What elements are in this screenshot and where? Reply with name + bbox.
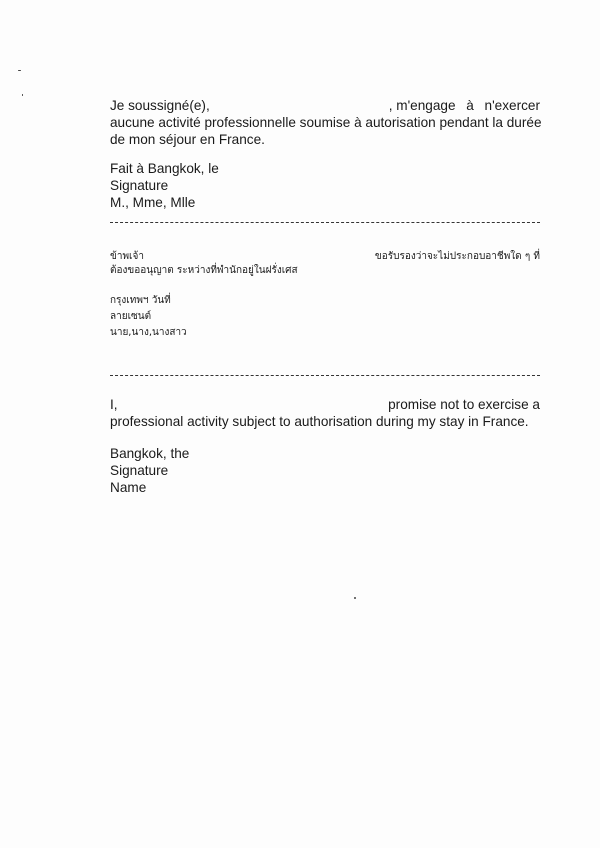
scan-speck <box>18 70 21 71</box>
english-name-label: Name <box>110 480 147 495</box>
french-intro-word-3: n'exercer <box>484 98 540 113</box>
french-signature-label: Signature <box>110 178 169 193</box>
scan-speck <box>22 94 23 96</box>
french-declaration <box>110 97 540 148</box>
thai-intro-line <box>110 250 540 264</box>
thai-intro-line-2: ต้องขออนุญาต ระหว่างที่พำนักอยู่ในฝรั่งเศส <box>110 265 298 276</box>
english-declaration <box>110 396 540 430</box>
english-signature-block <box>110 445 540 496</box>
english-intro-right: promise not to exercise a <box>388 397 540 412</box>
french-name-label: M., Mme, Mlle <box>110 195 196 210</box>
thai-name-label: นาย,นาง,นางสาว <box>110 327 187 338</box>
thai-declaration <box>110 250 540 278</box>
thai-intro-right: ขอรับรองว่าจะไม่ประกอบอาชีพใด ๆ ที่ <box>374 251 540 262</box>
french-intro-line-2: aucune activité professionnelle soumise à autorisation pendant la durée <box>110 115 542 130</box>
thai-intro-left: ข้าพเจ้า <box>110 251 144 262</box>
french-intro-line <box>110 97 540 114</box>
thai-signature-block <box>110 294 540 340</box>
scan-speck <box>354 597 356 599</box>
english-intro-left: I, <box>110 397 118 412</box>
french-intro-word-1: , m'engage <box>388 98 456 113</box>
french-intro-word-2: à <box>466 98 474 113</box>
french-signature-block <box>110 160 540 211</box>
english-intro-line <box>110 396 540 413</box>
english-intro-line-2: professional activity subject to authorisation during my stay in France. <box>110 414 529 429</box>
french-intro-left: Je soussigné(e), <box>110 98 210 113</box>
french-place-date: Fait à Bangkok, le <box>110 161 219 176</box>
thai-signature-label: ลายเซนต์ <box>110 311 152 322</box>
thai-place-date: กรุงเทพฯ วันที่ <box>110 295 171 306</box>
section-divider-2 <box>110 375 540 376</box>
english-place-date: Bangkok, the <box>110 446 190 461</box>
english-signature-label: Signature <box>110 463 169 478</box>
section-divider-1 <box>110 222 540 223</box>
french-intro-line-3: de mon séjour en France. <box>110 132 265 147</box>
